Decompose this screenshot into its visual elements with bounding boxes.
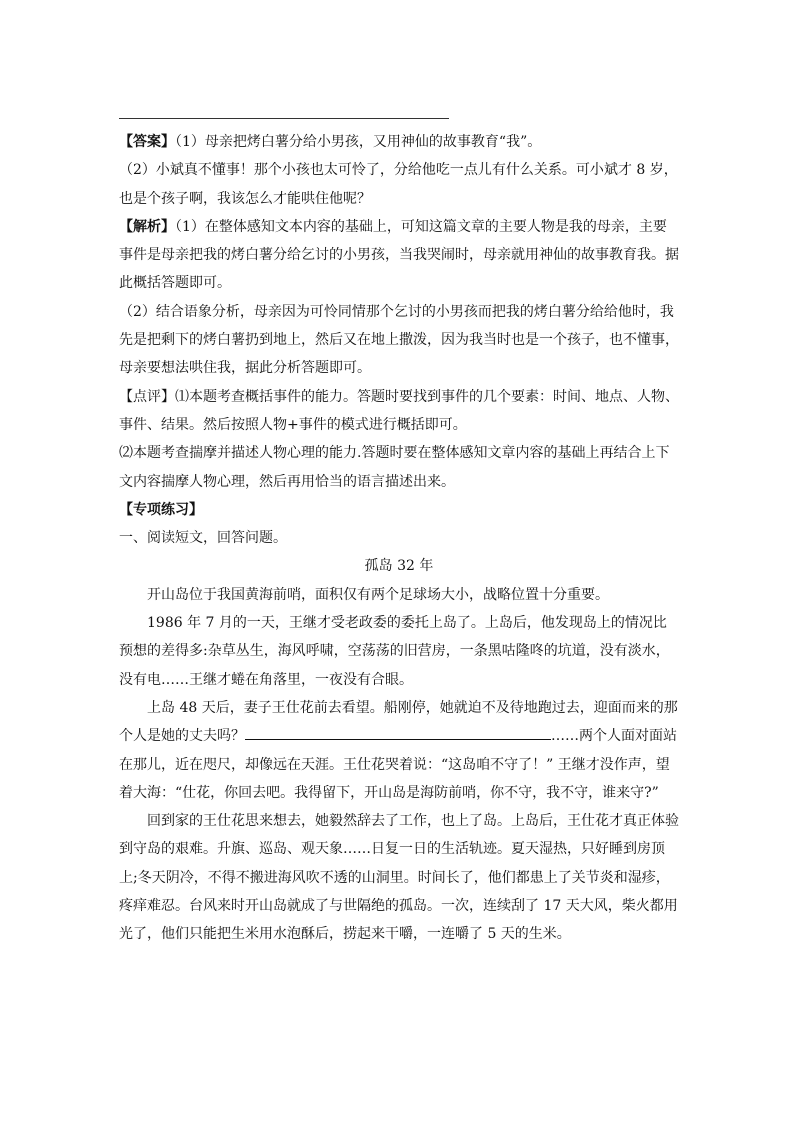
analysis-paragraph-2: （2）结合语象分析，母亲因为可怜同情那个乞讨的小男孩而把我的烤白薯分给给他时，我先是把剩下的烤白薯扔到地上，然后又在地上撒泼，因为我当时也是一个孩子，也不懂事，母亲要想法哄住我，据此分析答题即可。 <box>119 303 679 377</box>
comment-text-1: ⑴本题考查概括事件的能力。答题时要找到事件的几个要素：时间、地点、人物、事件、结果。然后按照人物+事件的模式进行概括即可。 <box>119 388 679 433</box>
article-paragraph-3 <box>119 694 679 807</box>
answer-label: 【答案】 <box>119 134 175 150</box>
analysis-label: 【解析】 <box>119 218 175 235</box>
article-title: 孤岛 32 年 <box>364 558 434 575</box>
comment-paragraph-2: ⑵本题考查揣摩并描述人物心理的能力.答题时要在整体感知文章内容的基础上再结合上下文内容揣摩人物心理，然后再用恰当的语言描述出来。 <box>119 445 670 490</box>
document-body <box>119 128 679 949</box>
practice-instruction: 一、阅读短文，回答问题。 <box>119 530 287 547</box>
article-p3-after-blank: ……两个人面对面站在那儿，近在咫尺，却像远在天涯。王仕花哭着说：“这岛咱不守了！” 王继才没作声，望着大海：“仕花，你回去吧。我得留下，开山岛是海防前哨，你不守，我不守，谁来守?” <box>119 728 677 801</box>
article-paragraph-2: 1986 年 7 月的一天，王继才受老政委的委托上岛了。上岛后，他发现岛上的情况比预想的差得多:杂草丛生，海风呼啸，空荡荡的旧营房，一条黑咕隆咚的坑道，没有淡水，没有电……王继才蜷在角落里，一夜没有合眼。 <box>119 615 670 688</box>
comment-label: 【点评】 <box>119 388 175 405</box>
fill-in-blank[interactable] <box>245 724 551 740</box>
practice-heading: 【专项练习】 <box>119 501 203 518</box>
answer-line-2: （2）小斌真不懂事！那个小孩也太可怜了，分给他吃一点儿有什么关系。可小斌才 8 岁，也是个孩子啊，我该怎么才能哄住他呢？ <box>119 162 678 207</box>
answer-line-1 <box>119 128 679 156</box>
article-paragraph-1: 开山岛位于我国黄海前哨，面积仅有两个足球场大小，战略位置十分重要。 <box>147 586 609 603</box>
comment-paragraph-1 <box>119 383 679 440</box>
article-paragraph-4: 回到家的王仕花思来想去，她毅然辞去了工作，也上了岛。上岛后，王仕花才真正体验到守岛的艰难。升旗、巡岛、观天象……日复一日的生活轨迹。夏天湿热，只好睡到房顶上;冬天阴冷，不得不搬进海风吹不透的山洞里。时间长了，他们都患上了关节炎和湿疹，疼痒难忍。台风来时开山岛就成了与世隔绝的孤岛。一次，连续刮了 17 天大风，柴火都用光了，他们只能把生米用水泡酥后，捞起来干嚼，一连嚼了 5 天的生米。 <box>119 813 679 943</box>
article-p3-before-blank: 上岛 48 天后，妻子王仕花前去看望。船刚停，她就迫不及待地跑过去，迎面而来的那个人是她的丈夫吗？ <box>119 699 678 745</box>
footnote-separator <box>119 118 449 119</box>
analysis-text-1: （1）在整体感知文本内容的基础上，可知这篇文章的主要人物是我的母亲，主要事件是母亲把我的烤白薯分给乞讨的小男孩，当我哭闹时，母亲就用神仙的故事教育我。据此概括答题即可。 <box>119 218 679 292</box>
analysis-paragraph-1 <box>119 213 679 298</box>
answer-text-1: （1）母亲把烤白薯分给小男孩，又用神仙的故事教育“我”。 <box>175 134 542 150</box>
